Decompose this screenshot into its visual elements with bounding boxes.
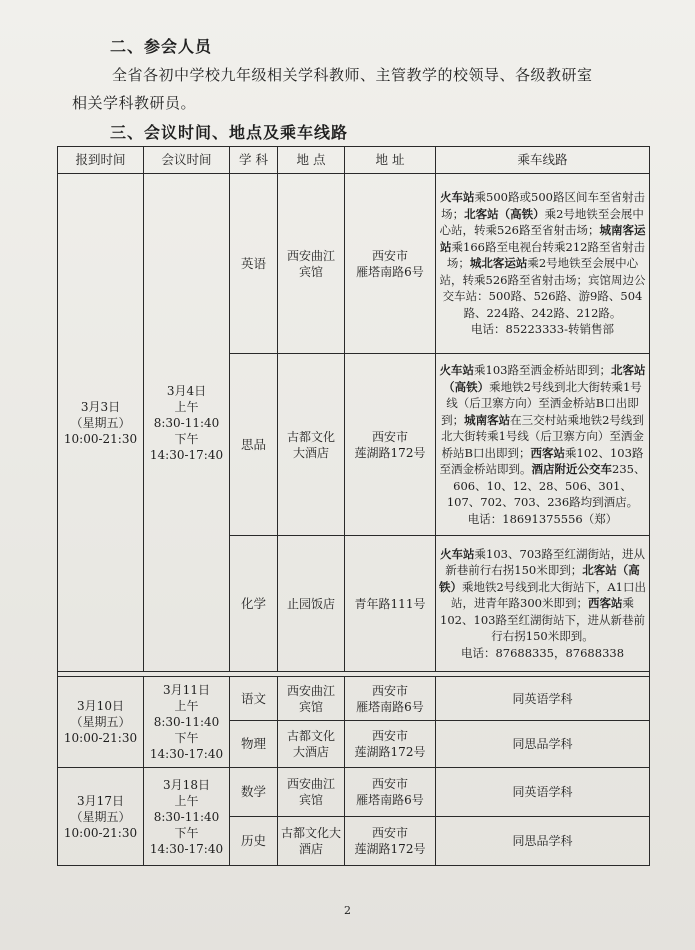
route-segment: 乘2号地铁至会展中心站，转乘526路至省射击场； (439, 206, 644, 238)
route-station: 城南客站 (464, 412, 511, 427)
route-segment: 在三交村站乘地铁2号线到北大街转乘1号线（后卫寨方向）至洒金桥站B口出即到； (441, 412, 644, 460)
report-time-cell: 3月3日 （星期五） 10:00-21:30 (58, 174, 144, 672)
subject-cell: 物理 (230, 721, 278, 768)
route-station: 火车站 (439, 363, 475, 377)
route-cell (436, 536, 650, 672)
report-time-cell: 3月17日 （星期五） 10:00-21:30 (58, 768, 144, 866)
route-segment: 乘103路至洒金桥站即到； (474, 363, 611, 377)
route-cell: 同英语学科 (436, 677, 650, 721)
route-cell (436, 354, 650, 536)
subject-cell: 化学 (230, 536, 278, 672)
route-station: 火车站 (440, 190, 475, 205)
route-station: 北客站（高铁） (443, 363, 646, 394)
header-route: 乘车线路 (436, 147, 650, 174)
route-segment: 乘2号地铁至会展中心站，转乘526路至省射击场；宾馆周边公交车站：500路、526路、游9路、504路、224路、242路、212路。 (439, 256, 646, 320)
route-segment: 乘103、703路至红湖街站，进从新巷前行右拐150米即到； (445, 546, 645, 578)
route-segment: 乘地铁2号线到北大街转乘1号线（后卫寨方向）至洒金桥站B口出即到； (441, 379, 642, 427)
venue-cell: 古都文化 大酒店 (278, 721, 345, 768)
table-row (58, 174, 650, 354)
route-cell: 同英语学科 (436, 768, 650, 817)
section-2-heading: 二、参会人员 (110, 37, 213, 56)
venue-cell: 古都文化大 酒店 (278, 817, 345, 866)
subject-cell: 思品 (230, 354, 278, 536)
report-time-cell: 3月10日 （星期五） 10:00-21:30 (58, 677, 144, 768)
meeting-time-cell: 3月18日 上午 8:30-11:40 下午 14:30-17:40 (144, 768, 230, 866)
address-cell: 西安市 莲湖路172号 (345, 721, 436, 768)
route-phone: 电话：87688335，87688338 (460, 645, 625, 660)
route-station: 北客站（高铁） (464, 206, 545, 221)
route-segment: 乘102、103路至洒金桥站即到。 (439, 445, 644, 476)
header-meeting-time: 会议时间 (144, 147, 230, 174)
route-station: 北客站（高铁） (439, 563, 640, 594)
route-segment: 乘166路至电视台转乘212路至省射击场； (446, 239, 645, 271)
meeting-time-cell: 3月11日 上午 8:30-11:40 下午 14:30-17:40 (144, 677, 230, 768)
meeting-time-cell: 3月4日 上午 8:30-11:40 下午 14:30-17:40 (144, 174, 230, 672)
venue-cell: 西安曲江 宾馆 (278, 677, 345, 721)
address-cell: 西安市 雁塔南路6号 (345, 677, 436, 721)
route-station: 城北客运站 (469, 256, 528, 271)
section-2-body-line-1: 全省各初中学校九年级相关学科教师、主管教学的校领导、各级教研室 (112, 66, 593, 84)
route-station: 西客站 (530, 445, 566, 460)
route-segment: 乘102、103路至红湖街站下，进从新巷前行右拐150米即到。 (440, 596, 645, 644)
route-cell: 同思品学科 (436, 721, 650, 768)
subject-cell: 英语 (230, 174, 278, 354)
header-address: 地 址 (345, 147, 436, 174)
route-cell (436, 174, 650, 354)
section-2-body-line-2: 相关学科教研员。 (72, 94, 197, 112)
address-cell: 西安市 雁塔南路6号 (345, 174, 436, 354)
subject-cell: 数学 (230, 768, 278, 817)
route-station: 火车站 (440, 546, 475, 561)
route-station: 酒店附近公交车 (531, 462, 613, 476)
table-row (58, 677, 650, 721)
venue-cell: 西安曲江 宾馆 (278, 174, 345, 354)
section-3-heading: 三、会议时间、地点及乘车线路 (110, 123, 349, 142)
route-segment: 乘地铁2号线到北大街站下，A1口出站，进青年路300米即到； (451, 579, 646, 611)
subject-cell: 语文 (230, 677, 278, 721)
header-subject: 学 科 (230, 147, 278, 174)
table-header-row (58, 147, 650, 174)
venue-cell: 古都文化 大酒店 (278, 354, 345, 536)
route-phone: 电话：85223333-转销售部 (471, 322, 614, 337)
route-segment: 乘500路或500路区间车至省射击场； (441, 190, 645, 221)
subject-cell: 历史 (230, 817, 278, 866)
route-phone: 电话：18691375556（郑） (467, 511, 618, 526)
venue-cell: 西安曲江 宾馆 (278, 768, 345, 817)
route-cell: 同思品学科 (436, 817, 650, 866)
page-number: 2 (344, 904, 351, 917)
address-cell: 西安市 雁塔南路6号 (345, 768, 436, 817)
table-row (58, 768, 650, 817)
header-report-time: 报到时间 (58, 147, 144, 174)
route-segment: 235、606、10、12、28、506、301、107、702、703、236路均到酒店。 (446, 462, 646, 509)
address-cell: 青年路111号 (345, 536, 436, 672)
route-station: 西客站 (587, 596, 623, 611)
address-cell: 西安市 莲湖路172号 (345, 354, 436, 536)
header-venue: 地 点 (278, 147, 345, 174)
route-station: 城南客运站 (440, 223, 646, 254)
address-cell: 西安市 莲湖路172号 (345, 817, 436, 866)
venue-cell: 止园饭店 (278, 536, 345, 672)
schedule-table (57, 146, 650, 866)
